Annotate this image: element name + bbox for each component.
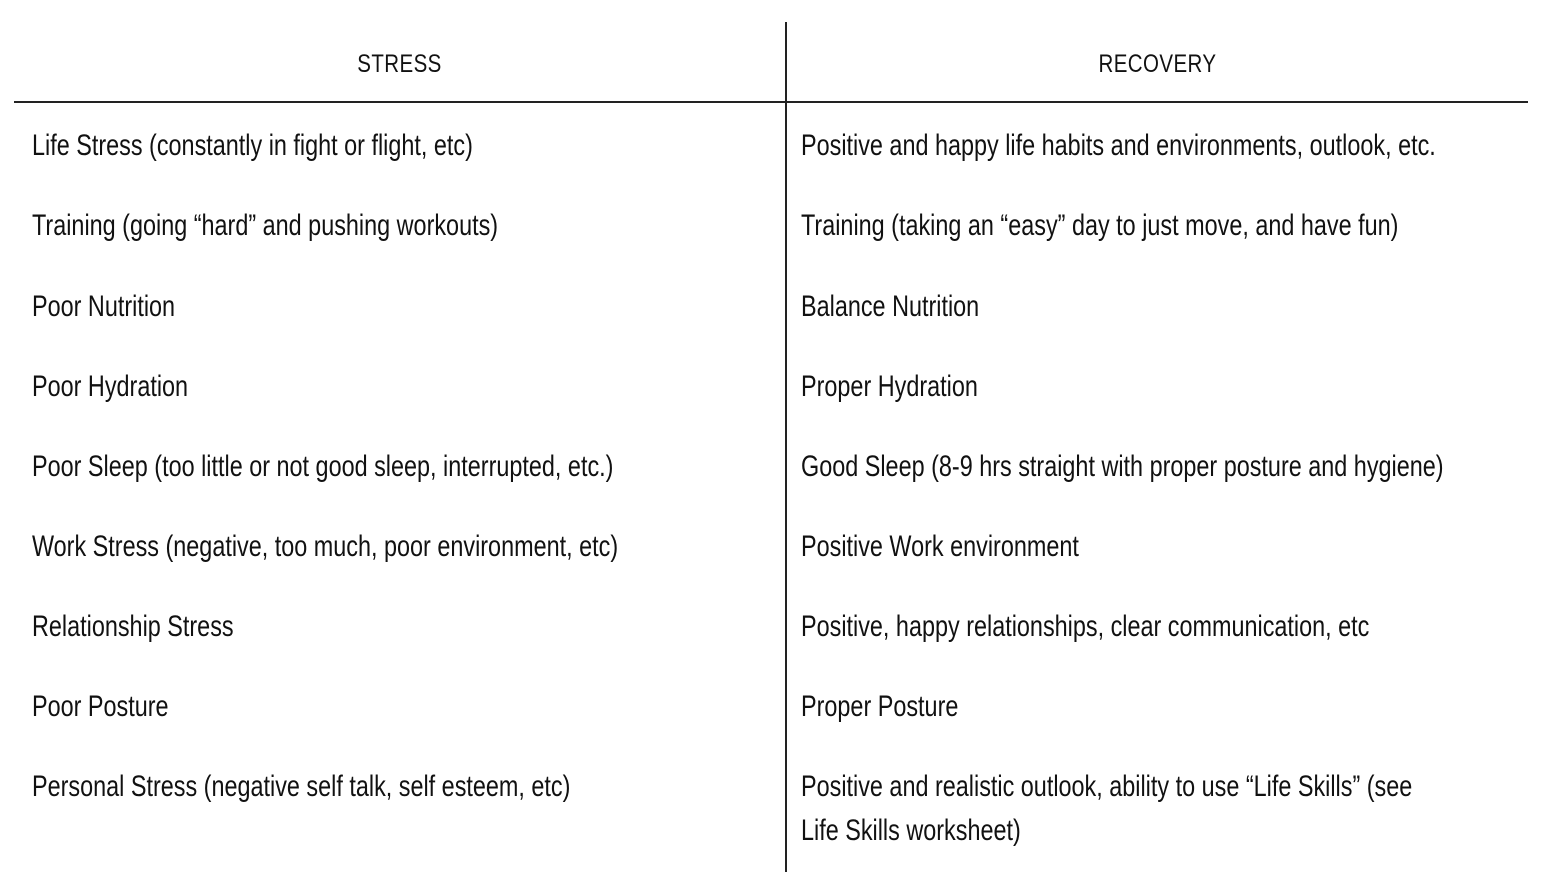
recovery-cell: Balance Nutrition <box>801 290 980 323</box>
header-divider <box>14 101 1528 103</box>
stress-cell: Personal Stress (negative self talk, self esteem, etc) <box>32 770 571 803</box>
recovery-cell: Training (taking an “easy” day to just move, and have fun) <box>801 209 1399 242</box>
recovery-cell: Proper Hydration <box>801 370 978 403</box>
stress-cell: Life Stress (constantly in fight or flight, etc) <box>32 129 473 162</box>
stress-cell: Poor Posture <box>32 690 169 723</box>
stress-cell: Poor Hydration <box>32 370 189 403</box>
recovery-cell: Good Sleep (8-9 hrs straight with proper posture and hygiene) <box>801 450 1444 483</box>
recovery-cell: Positive Work environment <box>801 530 1079 563</box>
column-divider <box>785 22 787 872</box>
recovery-cell-line1: Positive and realistic outlook, ability to use “Life Skills” (see <box>801 770 1413 803</box>
stress-cell: Relationship Stress <box>32 610 234 643</box>
header-stress: STRESS <box>357 50 442 78</box>
recovery-cell: Positive and happy life habits and environments, outlook, etc. <box>801 129 1436 162</box>
stress-cell: Training (going “hard” and pushing workouts) <box>32 209 499 242</box>
stress-cell: Poor Sleep (too little or not good sleep, interrupted, etc.) <box>32 450 614 483</box>
recovery-cell-line2: Life Skills worksheet) <box>801 814 1021 847</box>
recovery-cell: Positive, happy relationships, clear communication, etc <box>801 610 1370 643</box>
stress-cell: Work Stress (negative, too much, poor environment, etc) <box>32 530 619 563</box>
recovery-cell: Proper Posture <box>801 690 959 723</box>
header-recovery: RECOVERY <box>1098 50 1217 78</box>
stress-cell: Poor Nutrition <box>32 290 176 323</box>
